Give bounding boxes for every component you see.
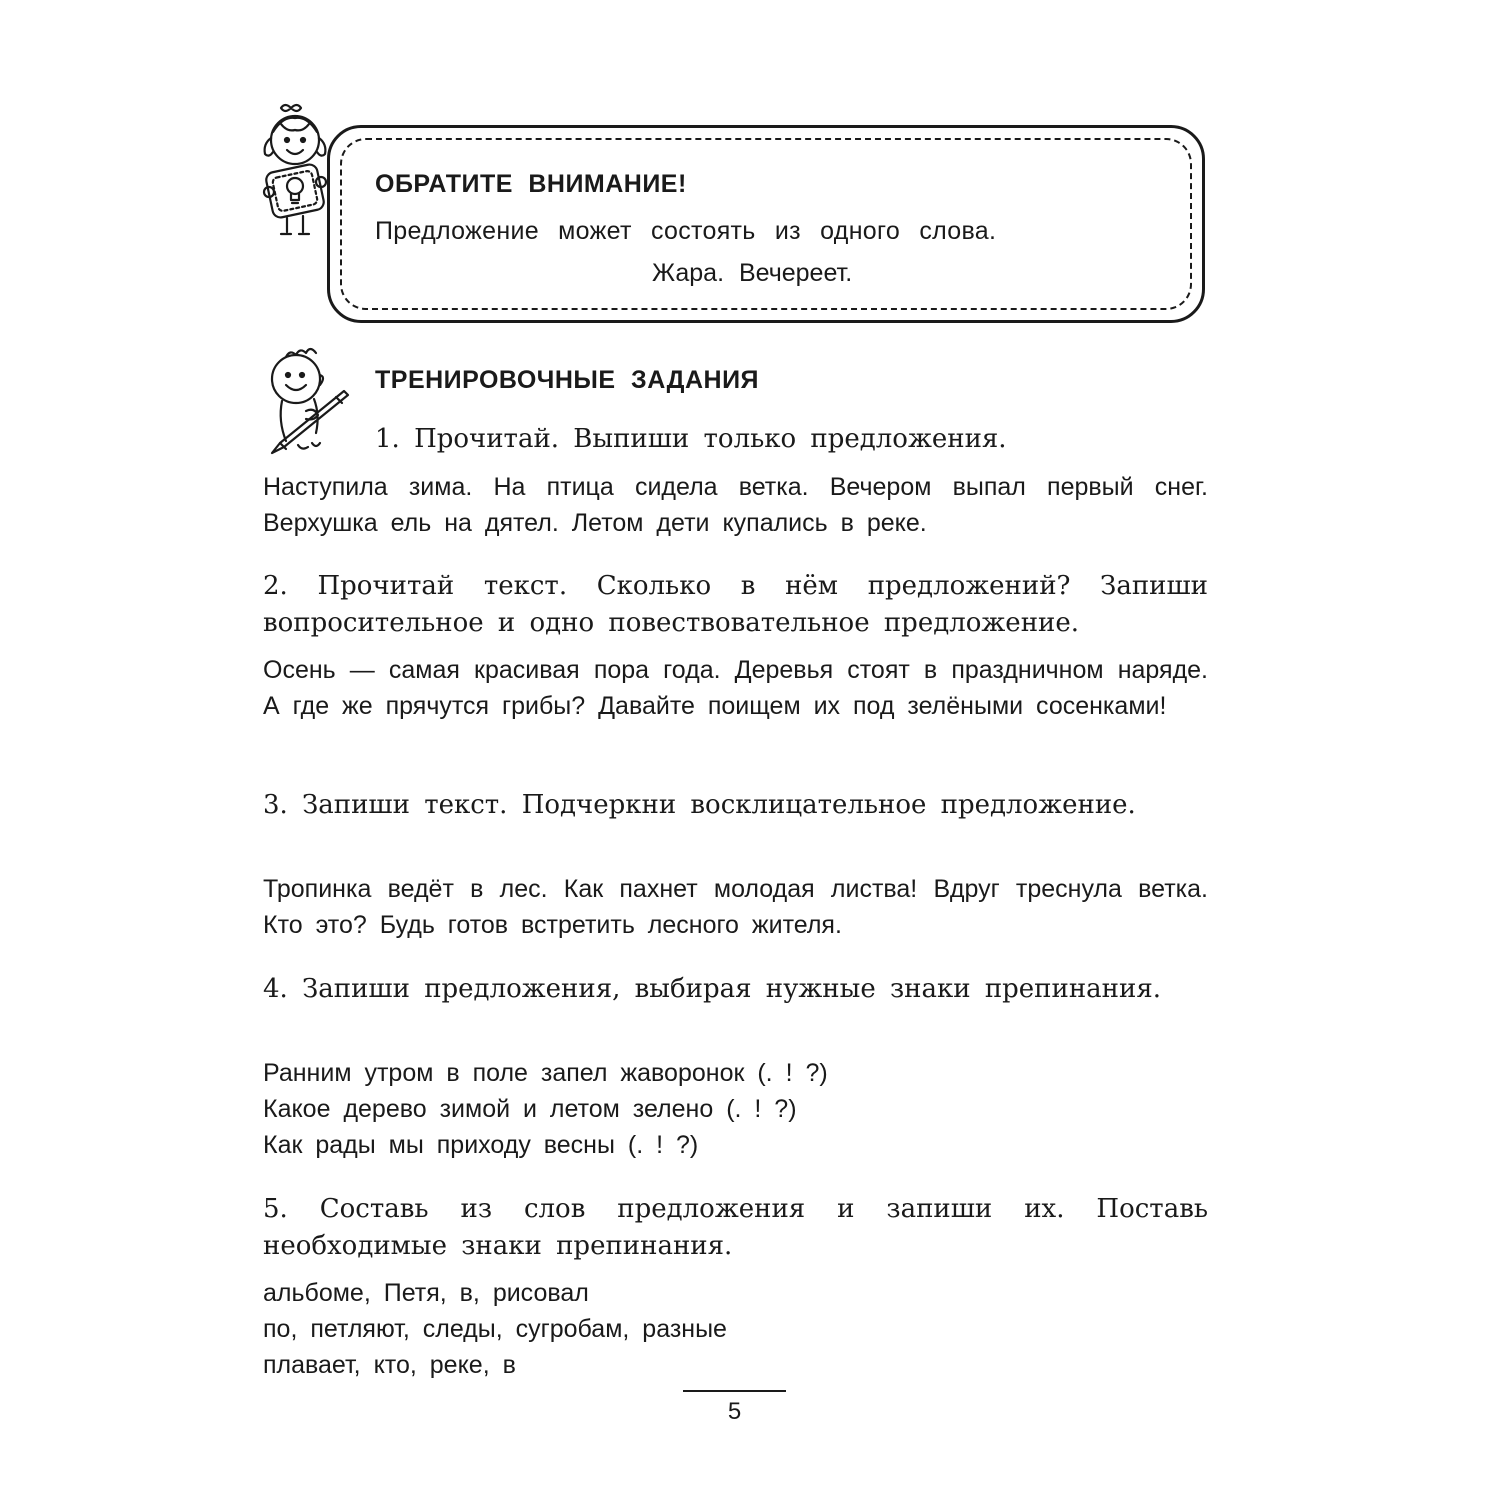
task-3-heading: 3. Запиши текст. Подчеркни восклицательное предложение. — [263, 790, 1136, 820]
training-title: ТРЕНИРОВОЧНЫЕ ЗАДАНИЯ — [375, 366, 760, 394]
task-2-heading: 2. Прочитай текст. Сколько в нём предложений? Запиши вопросительное и одно повествовательное предложение. — [263, 571, 1208, 638]
task-1-body: Наступила зима. На птица сидела ветка. Вечером выпал первый снег. Верхушка ель на дятел. Летом дети купались в реке. — [263, 473, 1208, 537]
notice-text: Предложение может состоять из одного слова. — [375, 217, 997, 245]
task-5-line: альбоме, Петя, в, рисовал — [263, 1279, 589, 1307]
boy-pencil-illustration — [258, 345, 358, 457]
notice-title: ОБРАТИТЕ ВНИМАНИЕ! — [375, 170, 687, 198]
task-4-lines — [263, 1055, 1208, 1163]
task-5-heading: 5. Составь из слов предложения и запиши их. Поставь необходимые знаки препинания. — [263, 1194, 1208, 1261]
page-number-rule — [683, 1390, 786, 1392]
task-4-line: Как рады мы приходу весны (. ! ?) — [263, 1131, 699, 1159]
task-2-body: Осень — самая красивая пора года. Деревья стоят в праздничном наряде. А где же прячутся грибы? Давайте поищем их под зелёными сосенками! — [263, 656, 1208, 720]
task-5-lines — [263, 1275, 1208, 1383]
task-5-line: плавает, кто, реке, в — [263, 1351, 516, 1379]
task-3-body: Тропинка ведёт в лес. Как пахнет молодая листва! Вдруг треснула ветка. Кто это? Будь готов встретить лесного жителя. — [263, 875, 1208, 939]
task-4-line: Какое дерево зимой и летом зелено (. ! ?) — [263, 1095, 797, 1123]
task-4-line: Ранним утром в поле запел жаворонок (. ! ?) — [263, 1059, 828, 1087]
task-1-heading: 1. Прочитай. Выпиши только предложения. — [375, 424, 1007, 454]
task-4-heading: 4. Запиши предложения, выбирая нужные знаки препинания. — [263, 974, 1161, 1004]
task-5-line: по, петляют, следы, сугробам, разные — [263, 1315, 727, 1343]
notice-example: Жара. Вечереет. — [652, 259, 853, 287]
page-number: 5 — [727, 1398, 742, 1425]
